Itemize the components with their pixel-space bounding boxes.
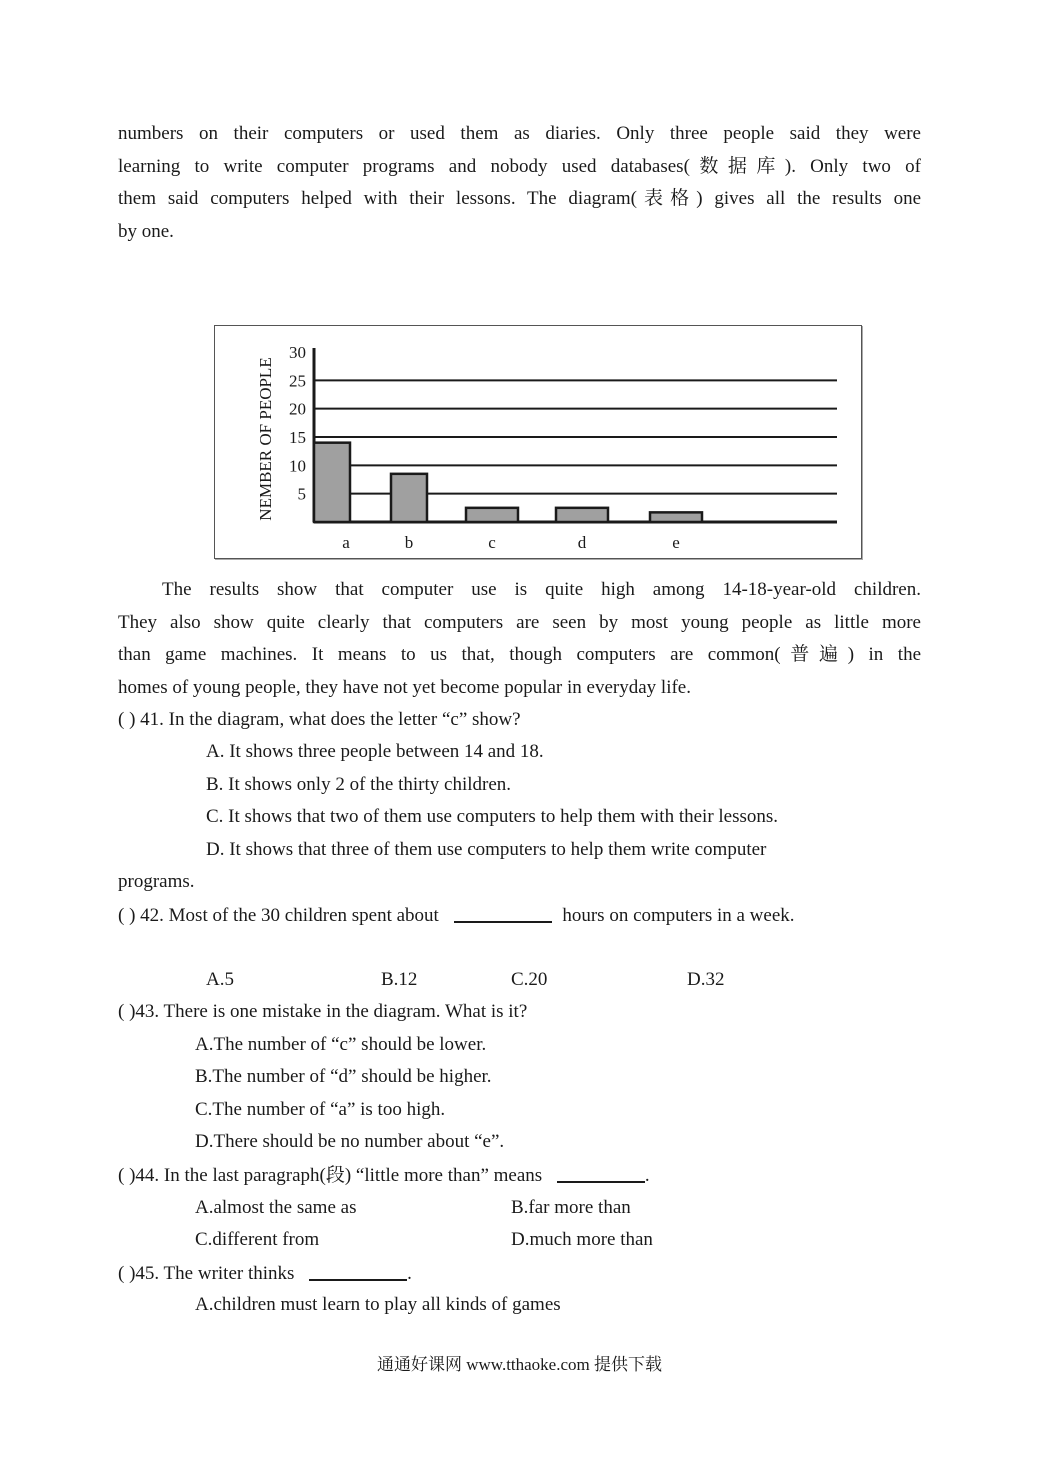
x-tick-label: e [672, 533, 680, 552]
intro-line: them said computers helped with their lessons. The diagram(表格) gives all the results one [118, 188, 921, 209]
question-44-stem-text: ( )44. In the last paragraph(段) “little more than” means [118, 1165, 543, 1186]
question-43-option-b: B.The number of “d” should be higher. [195, 1066, 492, 1087]
question-41-option-d: D. It shows that three of them use computers to help them write computer [206, 839, 767, 860]
results-line: The results show that computer use is quite high among 14-18-year-old children. [162, 579, 921, 600]
question-43-stem: ( )43. There is one mistake in the diagram. What is it? [118, 1001, 528, 1022]
intro-line: by one. [118, 220, 174, 242]
question-44-option-c: C.different from [195, 1229, 320, 1250]
question-42-option-b: B.12 [381, 969, 418, 990]
results-line: homes of young people, they have not yet become popular in everyday life. [118, 676, 691, 698]
results-line: They also show quite clearly that computers are seen by most young people as little more [118, 611, 921, 633]
bar-d [556, 508, 608, 522]
y-tick-label: 15 [289, 428, 306, 447]
bar-chart [214, 325, 862, 559]
bar-chart-svg [215, 326, 861, 558]
question-43-option-a: A.The number of “c” should be lower. [195, 1034, 487, 1055]
question-44-option-b: B.far more than [511, 1197, 631, 1218]
question-45-option-a: A.children must learn to play all kinds of games [195, 1294, 561, 1315]
intro-line: numbers on their computers or used them as diaries. Only three people said they were [118, 123, 921, 144]
question-41-option-a: A. It shows three people between 14 and 18. [206, 741, 544, 762]
bar-b [391, 474, 427, 522]
x-tick-label: a [342, 533, 350, 552]
question-42-stem-text: ( ) 42. Most of the 30 children spent about [118, 905, 439, 926]
results-line: than game machines. It means to us that, though computers are common(普遍) in the [118, 644, 921, 665]
question-42-option-c: C.20 [511, 969, 548, 990]
question-41-option-d-continued: programs. [118, 871, 195, 892]
question-41-option-b: B. It shows only 2 of the thirty children. [206, 774, 512, 795]
question-42-stem [118, 903, 795, 928]
intro-line: learning to write computer programs and nobody used databases(数据库). Only two of [118, 155, 921, 177]
y-tick-label: 30 [289, 343, 306, 362]
x-tick-label: b [404, 533, 414, 552]
x-tick-label: d [577, 533, 587, 552]
bar-c [466, 508, 518, 522]
y-tick-label: 5 [297, 484, 306, 504]
y-tick-label: 25 [289, 371, 306, 391]
bar-a [314, 443, 350, 522]
question-44-stem [118, 1163, 650, 1188]
question-42-option-d: D.32 [687, 969, 725, 990]
intro-paragraph [118, 118, 921, 248]
answer-blank [557, 1163, 645, 1183]
page-footer: 通通好课网 www.tthaoke.com 提供下载 [376, 1355, 663, 1374]
y-tick-label: 10 [289, 456, 306, 476]
y-tick-label: 20 [289, 399, 306, 419]
results-paragraph [118, 574, 921, 704]
question-45-stem [118, 1261, 412, 1286]
question-41-option-c: C. It shows that two of them use computers to help them with their lessons. [206, 806, 779, 827]
x-tick-label: c [488, 533, 496, 552]
question-42-option-a: A.5 [206, 969, 234, 990]
question-41-stem: ( ) 41. In the diagram, what does the letter “c” show? [118, 709, 521, 730]
question-44-option-d: D.much more than [511, 1229, 653, 1250]
question-45-stem-after: . [407, 1263, 412, 1284]
answer-blank [454, 903, 552, 923]
question-43-option-c: C.The number of “a” is too high. [195, 1099, 446, 1120]
bar-e [650, 512, 702, 522]
question-44-option-a: A.almost the same as [195, 1197, 357, 1218]
question-45-stem-text: ( )45. The writer thinks [118, 1263, 295, 1284]
y-axis-label: NEMBER OF PEOPLE [256, 357, 275, 521]
answer-blank [309, 1261, 407, 1281]
question-43-option-d: D.There should be no number about “e”. [195, 1131, 505, 1152]
question-42-stem-after: hours on computers in a week. [562, 905, 795, 926]
question-44-stem-after: . [644, 1165, 650, 1186]
